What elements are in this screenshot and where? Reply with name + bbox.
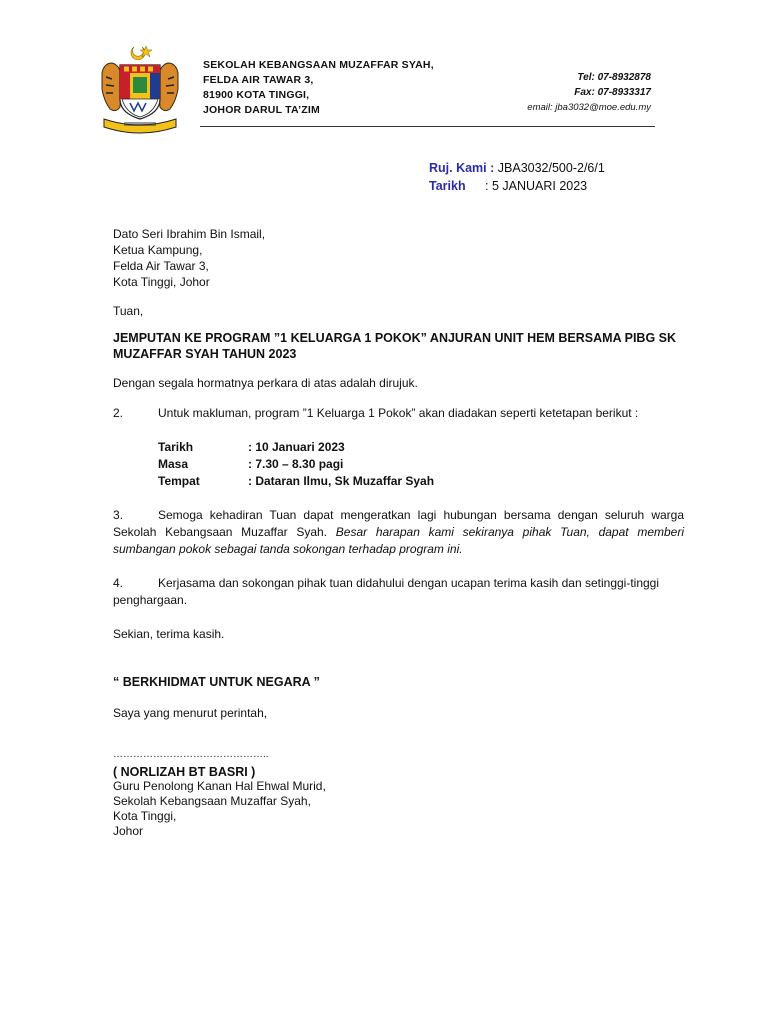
paragraph-text: Semoga kehadiran Tuan dapat mengeratkan lagi hubungan bersama dengan seluruh warga Sekolah Kebangsaan Muzaffar Syah.: [113, 508, 684, 539]
obedient-line: Saya yang menurut perintah,: [113, 706, 268, 720]
address-line: 81900 KOTA TINGGI,: [203, 89, 310, 101]
detail-value: : 7.30 – 8.30 pagi: [248, 457, 344, 471]
paragraph-text: Untuk makluman, program ”1 Keluarga 1 Pokok” akan diadakan seperti ketetapan berikut :: [158, 406, 639, 420]
addressee-line: Felda Air Tawar 3,: [113, 259, 209, 273]
paragraph-italic-text: Besar harapan kami sekiranya pihak Tuan, dapat memberi sumbangan pokok sebagai tanda sokongan terhadap program ini.: [113, 525, 684, 556]
paragraph-number: 3.: [113, 508, 124, 522]
addressee-block: [113, 226, 265, 290]
addressee-line: Ketua Kampung,: [113, 243, 203, 257]
reference-block: [429, 159, 605, 195]
signer-detail-line: Guru Penolong Kanan Hal Ehwal Murid,: [113, 779, 326, 793]
detail-value: : 10 Januari 2023: [248, 440, 345, 454]
address-line: JOHOR DARUL TA’ZIM: [203, 104, 320, 116]
addressee-line: Dato Seri Ibrahim Bin Ismail,: [113, 227, 266, 241]
paragraph-3: [113, 507, 684, 558]
salutation: Tuan,: [113, 304, 144, 318]
detail-value: : Dataran Ilmu, Sk Muzaffar Syah: [248, 474, 435, 488]
signer-detail-line: Johor: [113, 824, 144, 838]
detail-key: Tempat: [158, 474, 200, 488]
coat-of-arms-icon: [94, 43, 186, 135]
telephone: Tel: 07-8932878: [577, 72, 651, 83]
addressee-line: Kota Tinggi, Johor: [113, 275, 210, 289]
closing-line: Sekian, terima kasih.: [113, 627, 225, 641]
signer-detail-line: Kota Tinggi,: [113, 809, 177, 823]
motto: “ BERKHIDMAT UNTUK NEGARA ”: [113, 675, 320, 689]
signer-detail-line: Sekolah Kebangsaan Muzaffar Syah,: [113, 794, 311, 808]
header-divider: [200, 126, 655, 127]
paragraph-4: [113, 575, 684, 609]
paragraph-2: [113, 405, 638, 421]
school-contact: [527, 70, 651, 115]
detail-key: Tarikh: [158, 440, 194, 454]
paragraph-number: 4.: [113, 576, 124, 590]
signature-line: ………………………………………..: [113, 749, 269, 760]
email: email: jba3032@moe.edu.my: [527, 102, 651, 113]
address-line: SEKOLAH KEBANGSAAN MUZAFFAR SYAH,: [203, 59, 434, 71]
detail-key: Masa: [158, 457, 189, 471]
address-line: FELDA AIR TAWAR 3,: [203, 74, 314, 86]
letter-subject: JEMPUTAN KE PROGRAM ”1 KELUARGA 1 POKOK” ANJURAN UNIT HEM BERSAMA PIBG SK MUZAFFAR SYAH TAHUN 2023: [113, 331, 677, 361]
intro-paragraph: Dengan segala hormatnya perkara di atas adalah dirujuk.: [113, 376, 418, 390]
date-value: : 5 JANUARI 2023: [485, 179, 588, 193]
date-label: Tarikh: [429, 179, 466, 193]
signer-details: [113, 779, 326, 839]
school-address: [203, 58, 434, 118]
paragraph-text: Kerjasama dan sokongan pihak tuan didahului dengan ucapan terima kasih dan setinggi-tinggi penghargaan.: [113, 576, 660, 607]
reference-number: JBA3032/500-2/6/1: [494, 161, 605, 175]
event-details: [158, 439, 434, 490]
reference-label: Ruj. Kami :: [429, 161, 495, 175]
paragraph-number: 2.: [113, 406, 124, 420]
fax: Fax: 07-8933317: [574, 87, 651, 98]
signer-name: ( NORLIZAH BT BASRI ): [113, 765, 256, 779]
